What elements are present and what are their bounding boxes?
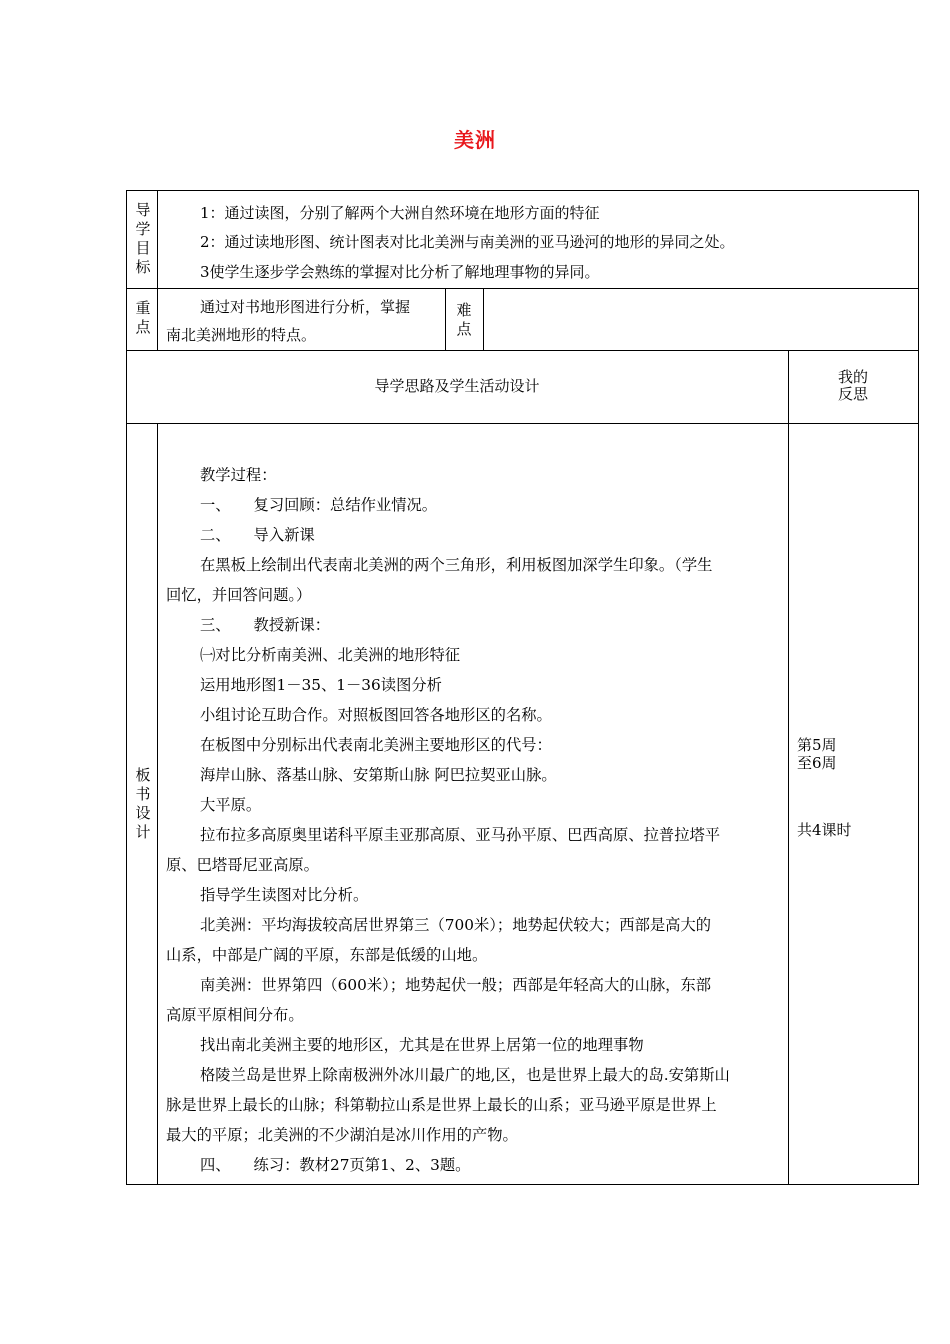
process-line: ㈠对比分析南美洲、北美洲的地形特征 [200,646,461,664]
process-line: 脉是世界上最长的山脉；科第勒拉山系是世界上最长的山系；亚马逊平原是世界上 [166,1096,717,1114]
table-divider [157,190,158,351]
goal-line: 1：通过读图，分别了解两个大洲自然环境在地形方面的特征 [200,204,600,222]
table-divider [126,350,919,351]
process-line: 二、 导入新课 [200,526,315,544]
board-label: 板 书 设 计 [135,766,151,841]
table-border-top [126,190,919,191]
reflection-header: 我的 反思 [837,368,868,403]
table-divider [157,423,158,1185]
table-border-bottom [126,1184,919,1185]
document-title: 美洲 [454,128,496,152]
process-line: 运用地形图1－35、1－36读图分析 [200,676,442,694]
table-divider [788,350,789,1185]
focus-text: 通过对书地形图进行分析，掌握 [200,298,411,316]
process-line: 指导学生读图对比分析。 [200,886,369,904]
class-hours: 共4课时 [797,821,852,839]
focus-label: 重 点 [135,299,151,336]
goal-line: 3使学生逐步学会熟练的掌握对比分析了解地理事物的异同。 [200,263,600,281]
process-line: 南美洲：世界第四（600米）；地势起伏一般；西部是年轻高大的山脉，东部 [200,976,712,994]
process-line: 最大的平原；北美洲的不少湖泊是冰川作用的产物。 [166,1126,518,1144]
process-line: 一、 复习回顾：总结作业情况。 [200,496,438,514]
teaching-process [166,460,782,1180]
process-line: 格陵兰岛是世界上除南极洲外冰川最广的地,区，也是世界上最大的岛.安第斯山 [200,1066,730,1084]
table-divider [483,288,484,351]
difficulty-label: 难 点 [456,301,472,338]
process-line: 四、 练习：教材27页第1、2、3题。 [200,1156,471,1174]
process-line: 原、巴塔哥尼亚高原。 [166,856,319,874]
goals-label: 导 学 目 标 [135,201,151,276]
process-line: 山系，中部是广阔的平原，东部是低缓的山地。 [166,946,488,964]
table-border-right [918,190,919,1185]
design-header: 导学思路及学生活动设计 [374,377,540,395]
process-line: 在黑板上绘制出代表南北美洲的两个三角形，利用板图加深学生印象。（学生 [200,556,713,574]
process-line: 高原平原相间分布。 [166,1006,304,1024]
process-line: 回忆，并回答问题。） [166,586,312,604]
table-divider [126,423,919,424]
focus-text: 南北美洲地形的特点。 [166,326,317,344]
process-line: 教学过程： [200,466,277,484]
process-line: 北美洲：平均海拔较高居世界第三（700米）；地势起伏较大；西部是高大的 [200,916,712,934]
table-divider [126,288,919,289]
process-line: 在板图中分别标出代表南北美洲主要地形区的代号： [200,736,552,754]
week-range: 第5周 至6周 [797,736,837,772]
goal-line: 2：通过读地形图、统计图表对比北美洲与南美洲的亚马逊河的地形的异同之处。 [200,233,735,251]
process-line: 海岸山脉、落基山脉、安第斯山脉 阿巴拉契亚山脉。 [200,766,557,784]
process-line: 小组讨论互助合作。对照板图回答各地形区的名称。 [200,706,552,724]
process-line: 找出南北美洲主要的地形区，尤其是在世界上居第一位的地理事物 [200,1036,644,1054]
process-line: 三、 教授新课： [200,616,331,634]
process-line: 大平原。 [200,796,262,814]
table-divider [445,288,446,351]
table-border-left [126,190,127,1185]
process-line: 拉布拉多高原奥里诺科平原圭亚那高原、亚马孙平原、巴西高原、拉普拉塔平 [200,826,721,844]
